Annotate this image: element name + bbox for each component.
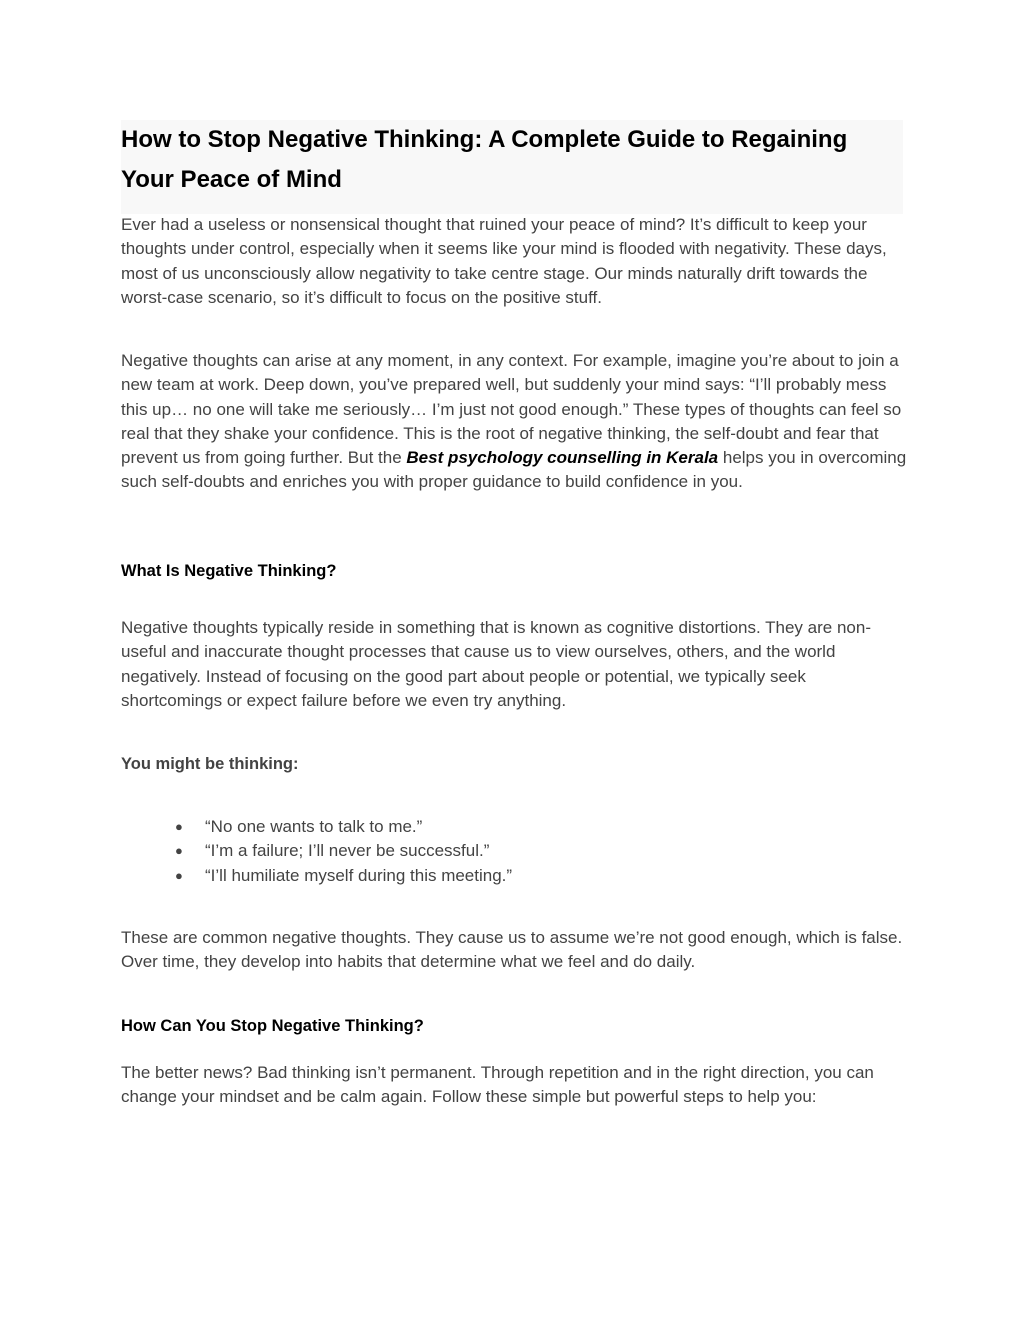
- list-item: [175, 815, 512, 839]
- paragraph-text-before-link: Negative thoughts can arise at any moment, in any context. For example, imagine you’re about to join a new team at work. Deep down, you’ve prepared well, but suddenly your mind says: “I’ll probably mess this up… no one will take me seriously… I’m just not good enough.” These types of thoughts can feel so real that they shake your confidence. This is the root of negative thinking, the self-doubt and fear that prevent us from going further. But the: [121, 351, 902, 468]
- title-block: [121, 120, 903, 214]
- heading-what-is-negative-thinking: What Is Negative Thinking?: [121, 562, 337, 580]
- list-item: [175, 864, 512, 888]
- counselling-link[interactable]: Best psychology counselling in Kerala: [406, 448, 719, 468]
- bullet-icon: ●: [175, 843, 183, 859]
- paragraph-cognitive-distortions: Negative thoughts typically reside in something that is known as cognitive distortions. They are non-useful and inaccurate thought processes that cause us to view ourselves, others, and the world negatively. Instead of focusing on the good part about people or potential, we typically seek shortcomings or expect failure before we even try anything.: [121, 618, 871, 710]
- bullet-icon: ●: [175, 867, 183, 883]
- list-item-text: “I’m a failure; I’ll never be successful.”: [205, 841, 490, 861]
- page-title: How to Stop Negative Thinking: A Complete Guide to Regaining Your Peace of Mind: [121, 126, 848, 193]
- list-item-text: “I’ll humiliate myself during this meeting.”: [205, 865, 513, 885]
- heading-how-to-stop: How Can You Stop Negative Thinking?: [121, 1017, 424, 1035]
- paragraph-text-after-link: helps you in overcoming such self-doubts and enriches you with proper guidance to build confidence in you.: [121, 448, 907, 492]
- subheading-you-might-be-thinking: You might be thinking:: [121, 755, 299, 773]
- paragraph-context: [121, 349, 911, 495]
- list-item-text: “No one wants to talk to me.”: [205, 817, 423, 836]
- list-item: [175, 839, 512, 863]
- thoughts-list: [175, 815, 512, 888]
- paragraph-better-news: The better news? Bad thinking isn’t permanent. Through repetition and in the right direction, you can change your mindset and be calm again. Follow these simple but powerful steps to help you:: [121, 1063, 874, 1107]
- paragraph-common-thoughts: These are common negative thoughts. They cause us to assume we’re not good enough, which is false. Over time, they develop into habits that determine what we feel and do daily.: [121, 928, 903, 972]
- intro-paragraph: Ever had a useless or nonsensical thought that ruined your peace of mind? It’s difficult to keep your thoughts under control, especially when it seems like your mind is flooded with negativity. These days, most of us unconsciously allow negativity to take centre stage. Our minds naturally drift towards the worst-case scenario, so it’s difficult to focus on the positive stuff.: [121, 215, 887, 307]
- bullet-icon: ●: [175, 819, 183, 834]
